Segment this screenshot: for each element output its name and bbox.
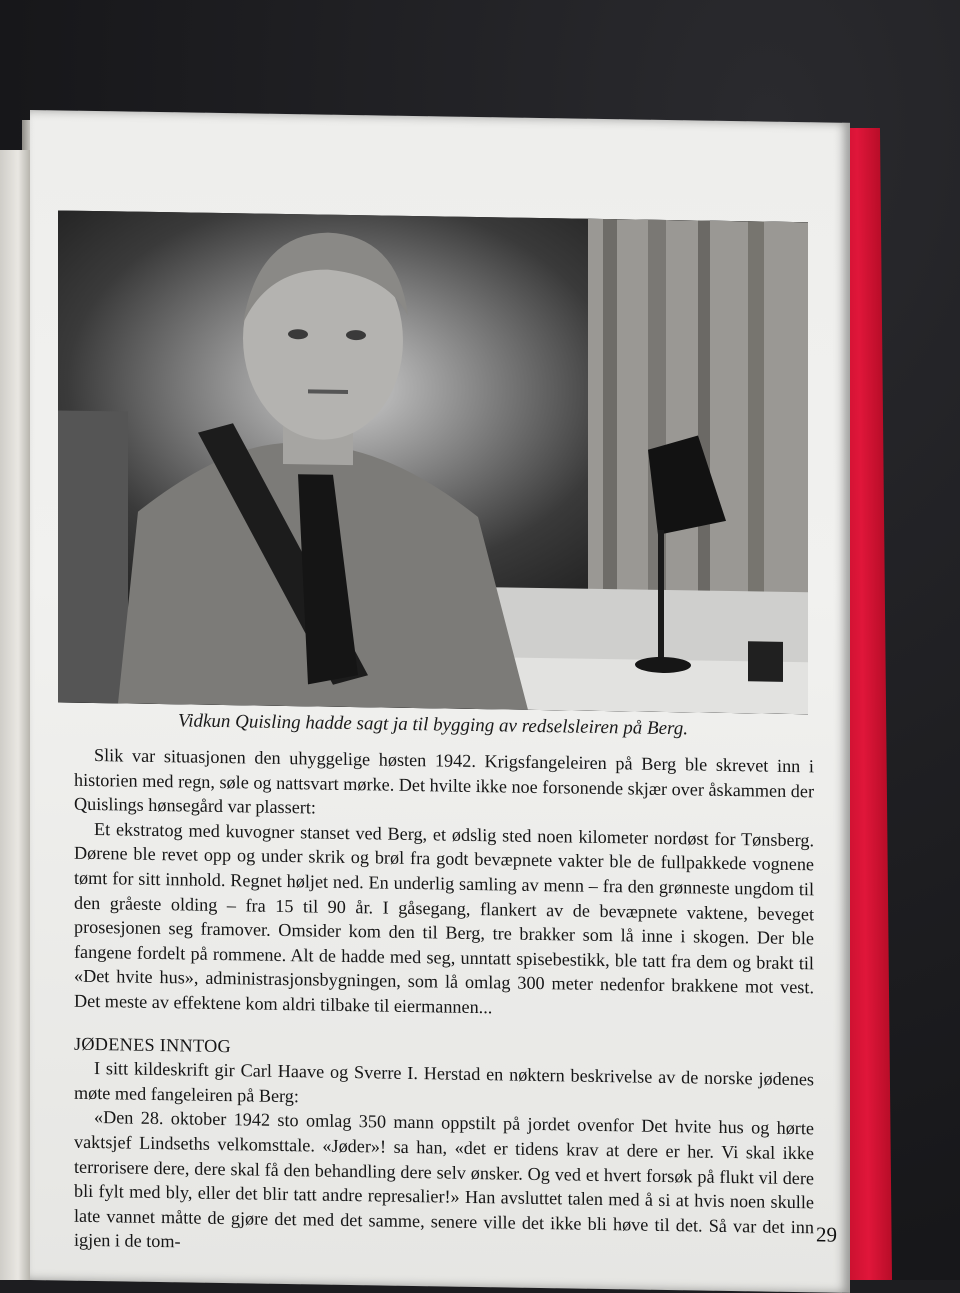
book-page bbox=[30, 110, 850, 1293]
left-page bbox=[0, 150, 30, 1280]
photo-caption: Vidkun Quisling hadde sagt ja til bygging av redselsleiren på Berg. bbox=[178, 710, 688, 740]
paragraph-3: I sitt kildeskrift gir Carl Haave og Sverre I. Herstad en nøktern beskrivelse av de norske jødenes møte med fangeleiren på Berg: bbox=[74, 1058, 814, 1106]
portrait-photograph bbox=[58, 210, 808, 714]
paragraph-4: «Den 28. oktober 1942 sto omlag 350 mann oppstilt på jordet ovenfor Det hvite hus og hørte vaktsjef Lindseths velkomsttale. «Jøder»! sa han, «det er tidens krav at dere er her. Vi skal ikke terrorisere dere, dere skal få den behandling dere selv ønsker. Og ved et hvert forsøk på flukt vil dere bli fylt med bly, eller det blir tatt andre represalier!» Han avsluttet talen med å si at hvis noen skulle late vannet måtte de gjøre det med det samme, senere ville det ikke bli høve til det. Så var det inn igjen i de tom- bbox=[74, 1107, 814, 1252]
paragraph-2: Et ekstratog med kuvogner stanset ved Berg, et ødslig sted noen kilometer nordøst for Tønsberg. Dørene ble revet opp og under skrik og brøl fra godt bevæpnete vakter ble de fullpakkede vognene tømt for sitt innhold. Regnet høljet ned. En underlig samling av menn – fra den grønneste ungdom til den gråeste olding – fra 15 til 90 år. I gåsegang, flankert av de bevæpnete vaktene, beveget prosesjonen seg framover. Omsider kom den til Berg, tre brakker som lå inne i skogen. Der ble fangene fordelt på rommene. Alt de hadde med seg, unntatt spisebestikk, ble tatt fra dem og brakt til «Det hvite hus», administrasjonsbygningen, som lå omlag 300 meter nedenfor brakkene mot vest. Det meste av effektene kom aldri tilbake til eiermannen... bbox=[74, 818, 814, 1018]
body-text bbox=[74, 743, 814, 1264]
page-number: 29 bbox=[816, 1222, 837, 1247]
section-heading: JØDENES INNTOG bbox=[74, 1033, 231, 1056]
paragraph-1: Slik var situasjonen den uhyggelige høsten 1942. Krigsfangeleiren på Berg ble skrevet inn i historien med regn, søle og nattsvart mørke. Det hvilte ikke noe forsonende skjær over åskammen der Quislings hønsegård var plassert: bbox=[74, 745, 814, 818]
photo-illustration bbox=[58, 210, 808, 714]
